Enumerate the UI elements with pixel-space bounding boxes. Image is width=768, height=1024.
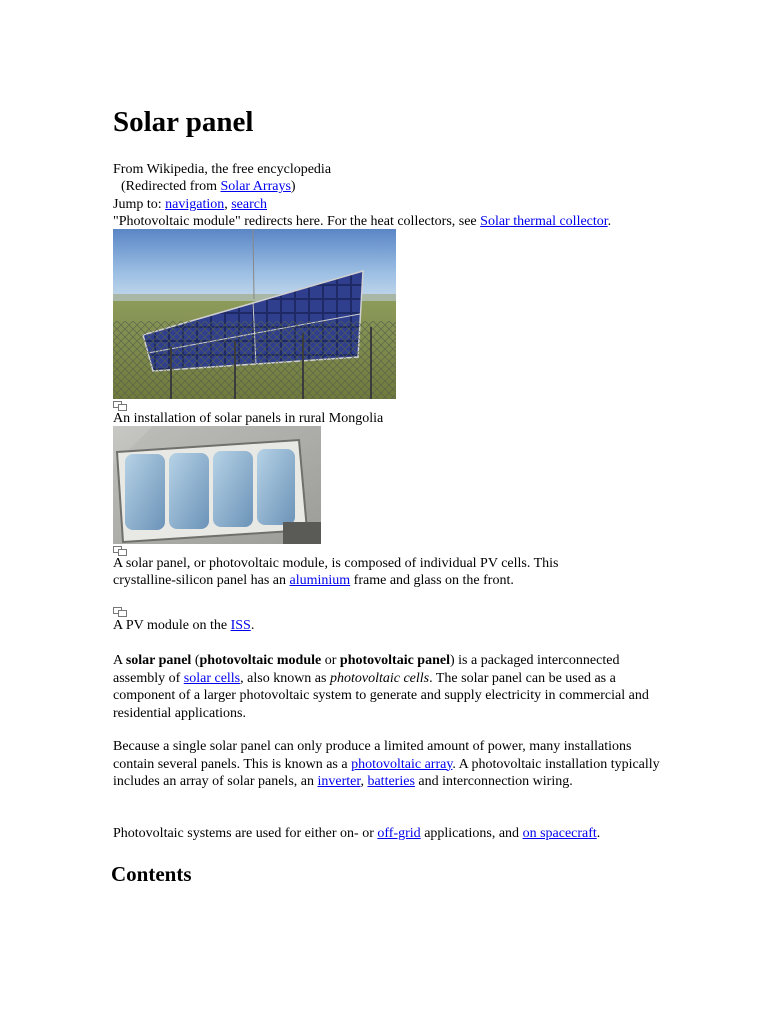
page-title: Solar panel <box>113 106 254 138</box>
text: and interconnection wiring. <box>414 774 573 789</box>
magnify-icon[interactable] <box>113 399 127 409</box>
redirect-link[interactable]: Solar Arrays <box>220 179 291 194</box>
jump-navigation-link[interactable]: navigation <box>165 197 225 212</box>
caption-panel-suffix: frame and glass on the front. <box>350 573 514 588</box>
caption-iss <box>113 617 254 635</box>
on-spacecraft-link[interactable]: on spacecraft <box>522 826 597 841</box>
text: or <box>321 653 340 668</box>
caption-panel-prefix: crystalline-silicon panel has an <box>113 573 290 588</box>
jump-search-link[interactable]: search <box>231 197 267 212</box>
jump-prefix: Jump to: <box>113 197 166 212</box>
text: . A photovoltaic installation typically includes an array of solar panels, an <box>113 756 660 789</box>
bold-term: photovoltaic panel <box>339 653 450 668</box>
solar-cells-link[interactable]: solar cells <box>183 670 241 686</box>
text: . The solar panel can be used as a component of a larger photovoltaic system to generate and supply electricity in commercial and residential applications. <box>113 670 649 721</box>
jump-to <box>113 196 267 214</box>
jump-separator: , <box>224 197 232 212</box>
text: , <box>360 774 368 789</box>
text: applications, and <box>420 826 523 841</box>
crystalline-panel-image[interactable] <box>113 426 321 544</box>
text: . <box>596 826 601 841</box>
hatnote-link[interactable]: Solar thermal collector <box>480 214 608 229</box>
bold-term: photovoltaic module <box>199 653 322 668</box>
caption-panel-line1: A solar panel, or photovoltaic module, is composed of individual PV cells. This <box>113 556 559 571</box>
text: Photovoltaic systems are used for either on- or <box>113 826 378 841</box>
inverter-link[interactable]: inverter <box>317 774 361 789</box>
aluminium-link[interactable]: aluminium <box>289 573 351 588</box>
batteries-link[interactable]: batteries <box>367 774 415 789</box>
hatnote-suffix: . <box>607 214 612 229</box>
bold-term: solar panel <box>125 653 192 668</box>
caption-mongolia: An installation of solar panels in rural Mongolia <box>113 411 384 426</box>
intro-paragraph <box>113 652 661 722</box>
caption-iss-suffix: . <box>250 618 255 633</box>
hatnote <box>113 213 611 231</box>
text: A <box>113 653 126 668</box>
magnify-icon[interactable] <box>113 605 127 615</box>
contents-heading: Contents <box>111 862 192 886</box>
array-paragraph <box>113 738 661 791</box>
text: ) is a packaged interconnected assembly of <box>113 653 620 686</box>
italic-term: photovoltaic cells <box>329 670 430 686</box>
magnify-icon[interactable] <box>113 544 127 554</box>
off-grid-link[interactable]: off-grid <box>377 826 421 841</box>
mongolia-solar-image[interactable] <box>113 229 396 399</box>
caption-iss-prefix: A PV module on the <box>113 618 231 633</box>
redirect-suffix: ) <box>290 179 296 194</box>
text: ( <box>191 653 200 668</box>
redirect-note <box>121 178 296 196</box>
text: Because a single solar panel can only produce a limited amount of power, many installations contain several panels. This is known as a <box>113 739 632 772</box>
photovoltaic-array-link[interactable]: photovoltaic array <box>351 756 453 772</box>
from-line: From Wikipedia, the free encyclopedia <box>113 162 332 177</box>
usage-paragraph <box>113 825 661 843</box>
redirect-prefix: (Redirected from <box>121 179 221 194</box>
hatnote-text: "Photovoltaic module" redirects here. For the heat collectors, see <box>113 214 481 229</box>
text: , also known as <box>240 670 330 686</box>
caption-panel-line2 <box>113 572 514 590</box>
iss-link[interactable]: ISS <box>230 618 251 633</box>
